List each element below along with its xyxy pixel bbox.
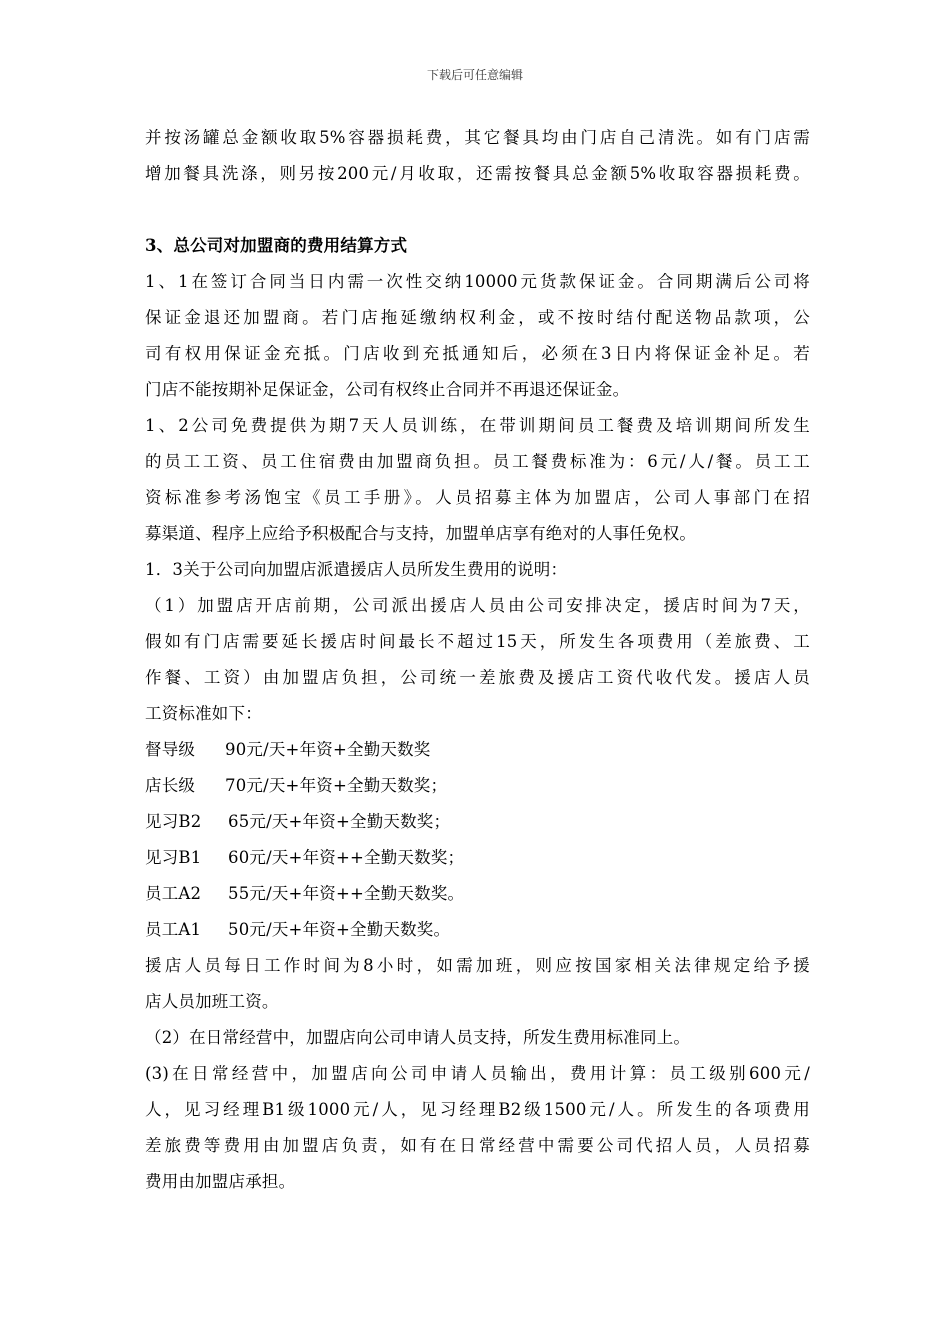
wage-rate: 55元/天+年资++全勤天数奖。 <box>228 884 465 903</box>
text-line: (3)在日常经营中，加盟店向公司申请人员输出，费用计算：员工级别600元/ <box>145 1064 810 1083</box>
wage-row <box>145 876 810 912</box>
wage-row <box>145 912 810 948</box>
wage-level: 见习B1 <box>145 848 202 867</box>
document-body <box>145 120 810 1200</box>
wage-row <box>145 804 810 840</box>
wage-level: 员工A1 <box>145 920 202 939</box>
wage-rate: 60元/天+年资++全勤天数奖； <box>228 848 465 867</box>
wage-rate: 70元/天+年资+全勤天数奖； <box>225 776 448 795</box>
text-line: 店人员加班工资。 <box>145 992 279 1011</box>
section-heading: 3、总公司对加盟商的费用结算方式 <box>145 236 408 255</box>
wage-row <box>145 768 810 804</box>
wage-level: 店长级 <box>145 776 196 795</box>
wage-row <box>145 732 810 768</box>
wage-level: 督导级 <box>145 740 196 759</box>
text-line: 假如有门店需要延长援店时间最长不超过15天，所发生各项费用（差旅费、工 <box>145 632 810 651</box>
text-line: 差旅费等费用由加盟店负责，如有在日常经营中需要公司代招人员，人员招募 <box>145 1136 810 1155</box>
text-line: 募渠道、程序上应给予积极配合与支持，加盟单店享有绝对的人事任免权。 <box>145 524 697 543</box>
text-line: 资标准参考汤饱宝《员工手册》。人员招募主体为加盟店，公司人事部门在招 <box>145 488 810 507</box>
page-header: 下载后可任意编辑 <box>426 68 523 82</box>
text-line: 的员工工资、员工住宿费由加盟商负担。员工餐费标准为：6元/人/餐。员工工 <box>145 452 810 471</box>
text-line: （1）加盟店开店前期，公司派出援店人员由公司安排决定，援店时间为7天， <box>145 596 810 615</box>
text-line: 并按汤罐总金额收取5%容器损耗费，其它餐具均由门店自己清洗。如有门店需 <box>145 128 810 147</box>
text-line: 1、2公司免费提供为期7天人员训练，在带训期间员工餐费及培训期间所发生 <box>145 416 810 435</box>
text-line: 1、1在签订合同当日内需一次性交纳10000元货款保证金。合同期满后公司将 <box>145 272 810 291</box>
text-line: 增加餐具洗涤，则另按200元/月收取，还需按餐具总金额5%收取容器损耗费。 <box>145 164 810 183</box>
text-line: 费用由加盟店承担。 <box>145 1172 296 1191</box>
wage-list <box>145 732 810 948</box>
text-line: 门店不能按期补足保证金，公司有权终止合同并不再退还保证金。 <box>145 380 630 399</box>
text-line: 工资标准如下： <box>145 704 262 723</box>
wage-level: 见习B2 <box>145 812 202 831</box>
blank-line <box>145 192 810 228</box>
text-line: 保证金退还加盟商。若门店拖延缴纳权利金，或不按时结付配送物品款项，公 <box>145 308 810 327</box>
wage-rate: 90元/天+年资+全勤天数奖 <box>225 740 431 759</box>
wage-rate: 50元/天+年资+全勤天数奖。 <box>228 920 451 939</box>
wage-rate: 65元/天+年资+全勤天数奖； <box>228 812 451 831</box>
text-line: 作餐、工资）由加盟店负担，公司统一差旅费及援店工资代收代发。援店人员 <box>145 668 810 687</box>
text-line: 1．3关于公司向加盟店派遣援店人员所发生费用的说明： <box>145 560 568 579</box>
text-line: 人，见习经理B1级1000元/人，见习经理B2级1500元/人。所发生的各项费用 <box>145 1100 810 1119</box>
wage-level: 员工A2 <box>145 884 202 903</box>
wage-row <box>145 840 810 876</box>
text-line: 司有权用保证金充抵。门店收到充抵通知后，必须在3日内将保证金补足。若 <box>145 344 810 363</box>
text-line: （2）在日常经营中，加盟店向公司申请人员支持，所发生费用标准同上。 <box>145 1028 691 1047</box>
text-line: 援店人员每日工作时间为8小时，如需加班，则应按国家相关法律规定给予援 <box>145 956 810 975</box>
